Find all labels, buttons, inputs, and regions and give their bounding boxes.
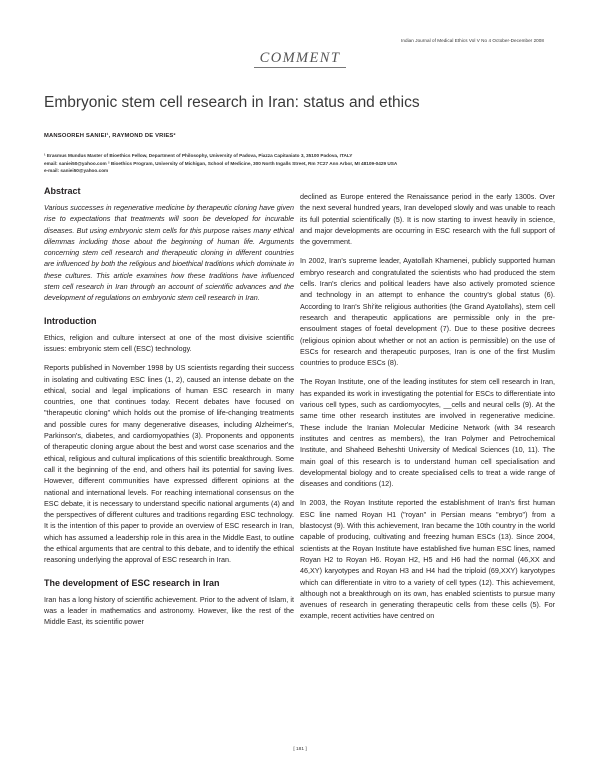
development-heading: The development of ESC research in Iran bbox=[44, 577, 220, 588]
introduction-heading: Introduction bbox=[44, 315, 97, 326]
abstract-text: Various successes in regenerative medicine by therapeutic cloning have given rise to expectations that treatments will soon be developed for incurable diseases. But using embryonic stem cells for this purpose raises many ethical dilemmas including those about the beginning of human life. Arguments concerning stem cell research and therapeutic cloning in different countries are influenced by both the religious and bioethical traditions which dominate in these cultures. This article examines how these traditions have influenced stem cell research in Iran through an account of scientific advances and the development of regulations on embryonic stem cell research in Iran. bbox=[44, 203, 294, 303]
body-paragraph: In 2003, the Royan Institute reported the establishment of Iran's first human ESC line named Royan H1 ("royan" in Persian means "embryo") from a blastocyst (9). With this achievement, Iran became the 10th country in the world capable of producing, cultivating and freezing human ESCs (13). Since 2004, scientists at the Royan Institute have established five human ESC lines, named Royan H2 to Royan H6. Royan H2, H5 and H6 had the normal (46,XX and 46,XY) karyotypes and Royan H3 and H4 had the triploid (69,XXY) karyotypes which can differentiate in vitro to a variety of cell types (12). This achievement, although not a breakthrough on its own, has enabled scientists to pursue many avenues of research in generating therapeutic cells from these cells (5). For example, recent activities have centred on bbox=[300, 498, 555, 621]
affiliation-line: email: saniei50@yahoo.com ² Bioethics Program, University of Michigan, School of Medicine, 300 North Ingalls Street, Rm 7C27 Ann Arbor, MI 48109-0429 USA bbox=[44, 160, 398, 166]
article-title: Embryonic stem cell research in Iran: status and ethics bbox=[44, 94, 420, 111]
body-paragraph: The Royan Institute, one of the leading institutes for stem cell research in Iran, has expanded its work in investigating the potential for ESCs to differentiate into various cell types, such as cardiomyocytes, __cells and neural cells (9). At the same time other research institutes are involved in regenerative medicine. These include the Iranian Molecular Medicine Network (with 34 research institutes and centres as members), the Iran Polymer and Petrochemical Institute, and Shaheed Beheshti University of Medical Sciences (10, 11). The main goal of this research is to understand human cell specialisation and developmental biology and to create specialised cells to treat a wide range of diseases and conditions (12). bbox=[300, 377, 555, 489]
body-paragraph: Ethics, religion and culture intersect at one of the most divisive scientific issues: embryonic stem cell (ESC) technology. bbox=[44, 332, 294, 353]
affiliation-line: e-mail: saniei50@yahoo.com bbox=[44, 168, 109, 174]
page-number: [ 181 ] bbox=[293, 747, 307, 752]
left-column bbox=[44, 186, 294, 628]
body-paragraph: Reports published in November 1998 by US scientists regarding their success in isolating and cultivating ESC lines (1, 2), caused an intense debate on the ethical, social and legal implications of human ESC research in many countries, one that continues today. Recent debates have focused on "therapeutic cloning" which holds out the promise of life-changing treatments and possible cures for many degenerative diseases, including Alzheimer's, Parkinson's, diabetes, and cardiomyopathies (3). Proponents and opponents of therapeutic cloning argue about the best and worst case scenarios and the ethical, religious and cultural implications of this scientific breakthrough. Some call it the beginning of the end, and others hail its potential for saving lives. However, different communities have expressed different opinions at the national and international levels. For reaching international consensus on the ESC debate, it is necessary to understand specific national arguments (4) and the perspectives of different cultures and traditions regarding ESC technology. It is the intention of this paper to provide an overview of ESC research in Iran, which has assumed a leadership role in this area in the Middle East, to outline the ethical arguments that are central to this debate, and to identify the ethical reasoning underlying the approval of ESC research in Iran. bbox=[44, 363, 294, 565]
author-affiliations bbox=[44, 152, 564, 175]
article-authors: MANSOOREH SANIEI¹, RAYMOND DE VRIES² bbox=[44, 133, 176, 139]
body-paragraph: In 2002, Iran's supreme leader, Ayatollah Khamenei, publicly supported human embryo research and congratulated the scientists who had produced the stem cells. Iran's clerics and political leaders have also actively promoted science and technology in an attempt to enhance the country's global status (6). According to Iran's Shi'ite religious authorities (the Grand Ayatollahs), stem cell research and therapeutic applications are permissible only in the pre-ensoulment stages of foetal development (7). Due to these positive decrees (religious opinion about whether or not an action is permissible) on the use of ESCs for research and therapeutic purposes, Iran is one of the first Muslim countries to produce ESCs (8). bbox=[300, 256, 555, 368]
body-paragraph: Iran has a long history of scientific achievement. Prior to the advent of Islam, it was a leader in mathematics and astronomy. However, like the rest of the Middle East, its scientific power bbox=[44, 594, 294, 627]
body-paragraph: declined as Europe entered the Renaissance period in the early 1300s. Over the next several hundred years, Iran developed slowly and was unable to reach its full potential scientifically (5). It is now starting to invest heavily in science, and major developments are occurring in ESC research with the full support of the government. bbox=[300, 192, 555, 247]
journal-header: Indian Journal of Medical Ethics Vol V No 4 October-December 2008 bbox=[401, 38, 544, 43]
right-column bbox=[300, 191, 555, 622]
section-divider bbox=[254, 67, 346, 68]
affiliation-line: ¹ Erasmus Mundus Master of Bioethics Fellow, Department of Philosophy, University of Padova, Piazza Capitaniato 3, 35100 Padova, ITALY bbox=[44, 153, 353, 158]
section-heading: COMMENT bbox=[259, 50, 341, 66]
abstract-heading: Abstract bbox=[44, 186, 81, 196]
